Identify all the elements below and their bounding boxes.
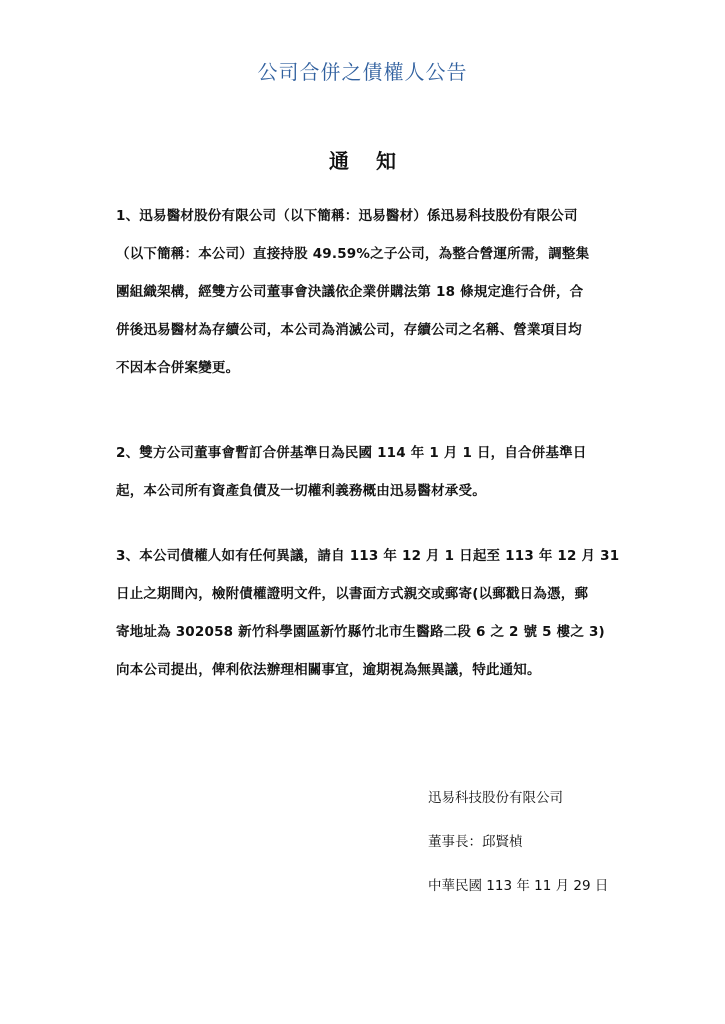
paragraph-line: （以下簡稱：本公司）直接持股 49.59%之子公司，為整合營運所需，調整集 [116,246,590,262]
paragraph-2 [116,434,631,510]
signature-date: 中華民國 113 年 11 月 29 日 [428,878,609,894]
paragraph-line: 向本公司提出，俾利依法辦理相關事宜，逾期視為無異議，特此通知。 [116,662,541,678]
paragraph-line: 1、迅易醫材股份有限公司（以下簡稱：迅易醫材）係迅易科技股份有限公司 [116,208,578,224]
signature-block [428,776,608,908]
paragraph-line: 不因本合併案變更。 [116,360,240,376]
paragraph-line: 起，本公司所有資產負債及一切權利義務概由迅易醫材承受。 [116,483,486,499]
signature-company: 迅易科技股份有限公司 [428,790,563,806]
paragraph-line: 日止之期間內，檢附債權證明文件，以書面方式親交或郵寄(以郵戳日為憑，郵 [116,586,589,602]
paragraph-line: 3、本公司債權人如有任何異議，請自 113 年 12 月 1 日起至 113 年 12 月 31 [116,548,620,564]
signature-chairman: 董事長：邱賢楨 [428,834,523,850]
paragraph-1 [116,197,631,387]
page-header-title: 公司合併之債權人公告 [257,60,468,84]
notice-title: 通 知 [329,149,406,173]
paragraph-line: 團組織架構，經雙方公司董事會決議依企業併購法第 18 條規定進行合併，合 [116,284,584,300]
paragraph-line: 寄地址為 302058 新竹科學園區新竹縣竹北市生醫路二段 6 之 2 號 5 樓之 3) [116,624,605,640]
paragraph-line: 2、雙方公司董事會暫訂合併基準日為民國 114 年 1 月 1 日，自合併基準日 [116,445,587,461]
paragraph-line: 併後迅易醫材為存續公司，本公司為消滅公司，存續公司之名稱、營業項目均 [116,322,582,338]
paragraph-3 [116,537,631,689]
